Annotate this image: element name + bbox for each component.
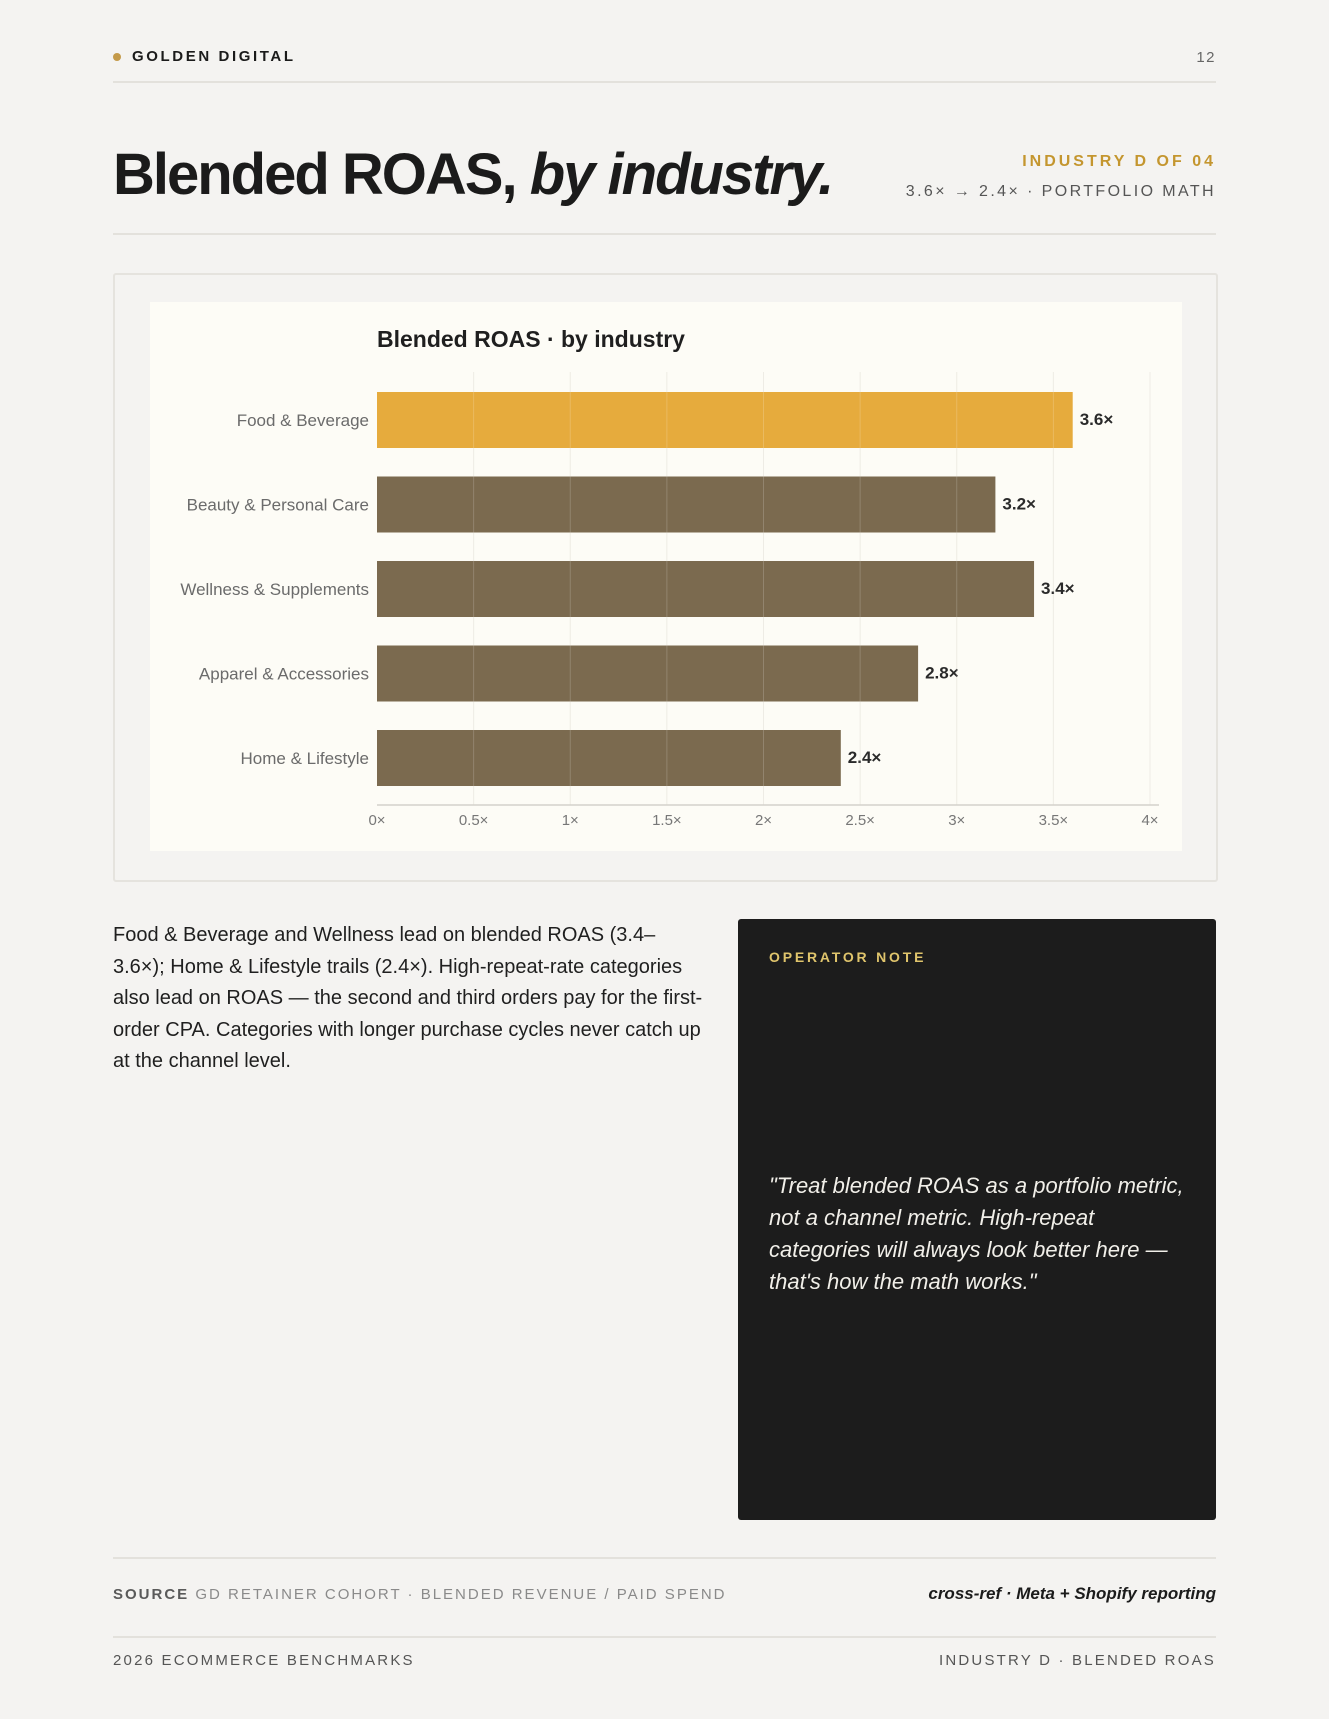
brand — [113, 48, 296, 65]
title-emphasis: by industry. — [529, 142, 833, 207]
data-label: 3.6× — [1079, 410, 1114, 429]
data-label: 2.4× — [847, 748, 882, 767]
bar — [377, 646, 918, 702]
section-subkicker: 3.6× → 2.4× · PORTFOLIO MATH — [905, 183, 1216, 200]
source-label: SOURCE — [113, 1586, 190, 1603]
footer-report-name: 2026 ECOMMERCE BENCHMARKS — [113, 1652, 415, 1669]
roas-bar-chart — [150, 302, 1182, 851]
x-tick-label: 4× — [1141, 812, 1159, 829]
body-paragraph: Food & Beverage and Wellness lead on blended ROAS (3.4–3.6×); Home & Lifestyle trails (2.4×). High-repeat-rate categories also lead on ROAS — the second and third orders pay for the first-order CPA. Categories with longer purchase cycles never catch up at the channel level. — [113, 924, 703, 1072]
bar — [377, 392, 1073, 448]
header-divider — [113, 81, 1216, 83]
footer-divider-bottom — [113, 1636, 1216, 1638]
footer-divider-top — [113, 1557, 1216, 1559]
x-tick-label: 3× — [948, 812, 966, 829]
data-label: 2.8× — [925, 663, 959, 683]
footer-section-name: INDUSTRY D · BLENDED ROAS — [939, 1652, 1216, 1669]
x-tick-label: 2.5× — [845, 812, 875, 829]
title-main: Blended ROAS, — [113, 142, 516, 207]
operator-note-card — [738, 919, 1216, 1520]
chart-title: Blended ROAS · by industry — [377, 326, 685, 352]
x-tick-label: 0.5× — [458, 812, 489, 829]
category-label: Home & Lifestyle — [240, 749, 369, 768]
x-tick-label: 2× — [754, 812, 773, 829]
category-label: Beauty & Personal Care — [186, 495, 369, 515]
cross-reference: cross-ref · Meta + Shopify reporting — [928, 1584, 1216, 1603]
source-line — [113, 1586, 727, 1603]
category-label: Wellness & Supplements — [180, 580, 369, 599]
bar — [377, 477, 995, 533]
chart-frame — [113, 273, 1218, 882]
operator-note-quote: "Treat blended ROAS as a portfolio metric, not a channel metric. High-repeat categories will always look better here — that's how the math works." — [769, 1173, 1184, 1294]
data-label: 3.4× — [1041, 579, 1075, 598]
x-tick-label: 0× — [368, 812, 386, 829]
brand-dot-icon — [113, 53, 121, 61]
title-divider — [113, 233, 1216, 235]
page-number: 12 — [1196, 49, 1216, 66]
bar — [377, 730, 841, 786]
x-tick-label: 1.5× — [652, 812, 682, 829]
page — [113, 0, 1216, 1719]
category-label: Apparel & Accessories — [198, 664, 369, 684]
data-label: 3.2× — [1002, 494, 1036, 514]
section-kicker: INDUSTRY D OF 04 — [1022, 153, 1216, 170]
x-tick-label: 1× — [561, 812, 579, 829]
category-label: Food & Beverage — [236, 411, 369, 430]
operator-note-label: OPERATOR NOTE — [769, 949, 927, 965]
bar — [377, 561, 1034, 617]
x-tick-label: 3.5× — [1038, 812, 1069, 829]
page-title — [113, 140, 832, 210]
source-text: GD RETAINER COHORT · BLENDED REVENUE / PAID SPEND — [195, 1586, 727, 1603]
brand-name: GOLDEN DIGITAL — [132, 48, 296, 65]
